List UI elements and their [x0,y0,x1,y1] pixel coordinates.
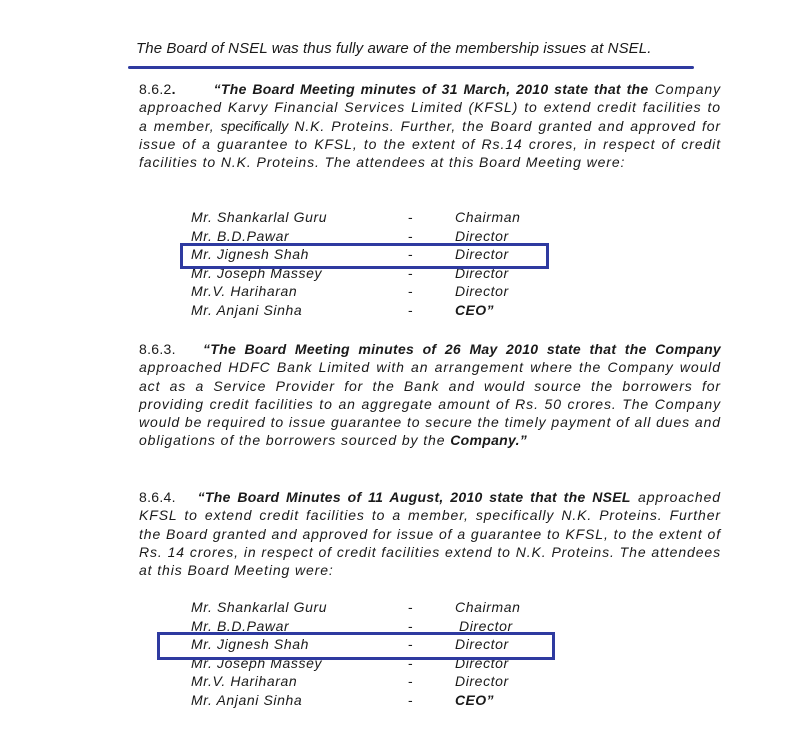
paragraph-body-continued: N.K. Proteins. Further, the Board granted and approved for issue of a guarantee to KFSL, to the extent of Rs.14 crores, in respect of credit facilities to N.K. Proteins. The attendees at this Board Meeting were: [139,117,721,171]
paragraph-lead: “The Board Meeting minutes of 31 March, 2010 state that the [213,81,649,97]
paragraph-8-6-2 [139,80,721,171]
paragraph-number: 8.6.4. [139,489,176,505]
highlight-box-jignesh-shah-1 [180,243,549,269]
paragraph-body: approached HDFC Bank Limited with an arrangement where the Company would act as a Service Provider for the Bank and would source the borrowers for providing credit facilities to an aggregate amount of Rs. 50 crores. The Company would be required to issue guarantee to secure the timely payment of all dues and obligations of the borrowers sourced by the [139,359,721,449]
paragraph-number: 8.6.3. [139,341,176,357]
paragraph-8-6-4 [139,488,721,579]
document-page: The Board of NSEL was thus fully aware of the membership issues at NSEL. 8.6.2. “The Board Meeting minutes of 31 March, 2010 state that the Company approached Karvy Financial Services Limited (KFSL) to extend credit facilities to a member, specifically N.K. Proteins. Further, the Board granted and approved for issue of a guarantee to KFSL, to the extent of Rs.14 crores, in respect of credit facilities to N.K. Proteins. The attendees at this Board Meeting were: Mr. Shankarlal Guru - Chairman Mr. B.D.Pawar - Director Mr. Jignesh Shah - Director Mr. Joseph Massey - Director Mr.V. Hariharan - Director Mr. Anjani Sinha - CEO” 8.6.3. “The Board Meeting minutes of 26 May 2010 state that the Company approached HDFC Bank Limited with an arrangement where the Company would act as a Service Provider for the Bank and would source the borrowers for providing credit facilities to an aggregate amount of Rs. 50 crores. The Company would be required to issue guarantee to secure the timely payment of all dues and obligations of the borrowers sourced by the Company.” 8.6.4. “The Board Minutes of 11 August, 2010 state that the NSEL approached KFSL to extend credit facilities to a member, specifically N.K. Proteins. Further the Board granted and approved for issue of a guarantee to KFSL, to the extent of Rs. 14 crores, in respect of credit facilities extend to N.K. Proteins. The attendees at this Board Meeting were: Mr. Shankarlal Guru - Chairman Mr. B.D.Pawar - Director Mr. Jignesh Shah - Director Mr. Joseph Massey - Director Mr.V. Hariharan - Director Mr. Anjani Sinha - CEO” [0,0,810,730]
paragraph-tail: Company.” [450,432,528,449]
paragraph-body: Company approached Karvy Financial Services Limited (KFSL) to extend credit facilities to a member, [139,81,721,134]
highlight-box-jignesh-shah-2 [157,632,555,660]
intro-underline-annotation [128,66,694,69]
paragraph-body: approached KFSL to extend credit facilities to a member, specifically N.K. Proteins. Further the Board granted and approved for issue of a guarantee to KFSL, to the extent of Rs. 14 crores, in respect of credit facilities extend to N.K. Proteins. The attendees at this Board Meeting were: [139,489,721,579]
paragraph-lead: “The Board Minutes of 11 August, 2010 state that the NSEL [197,489,631,505]
intro-sentence: The Board of NSEL was thus fully aware of the membership issues at NSEL. [136,40,652,57]
paragraph-emphasis: specifically [220,117,289,134]
paragraph-8-6-3 [139,340,721,450]
paragraph-number: 8.6.2. [139,81,176,97]
paragraph-lead: “The Board Meeting minutes of 26 May 2010 state that the Company [202,341,722,357]
